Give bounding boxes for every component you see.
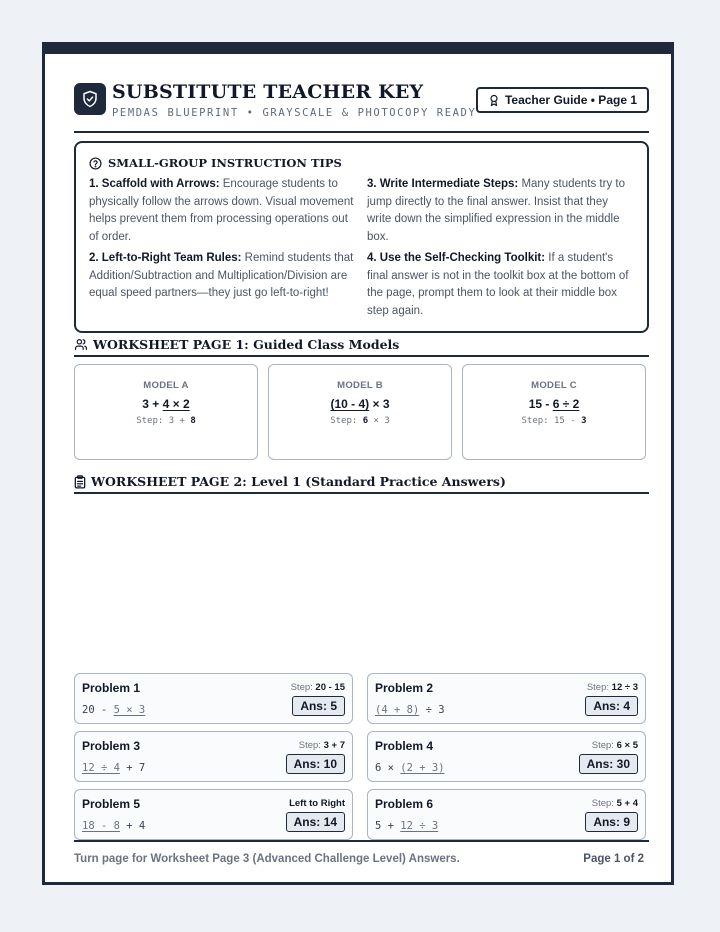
expr-priority-part: (2 + 3) xyxy=(400,762,445,774)
problem-step xyxy=(587,682,638,693)
page-title: SUBSTITUTE TEACHER KEY xyxy=(112,81,424,103)
problem-card xyxy=(367,789,646,840)
expr-part: 5 + xyxy=(375,820,401,832)
model-card xyxy=(268,364,452,460)
model-expression xyxy=(269,397,451,411)
step-part: × 3 xyxy=(368,416,390,426)
tips-heading xyxy=(89,156,342,170)
footer-divider xyxy=(74,840,649,842)
problem-step xyxy=(291,682,345,693)
tip-item xyxy=(89,176,354,246)
answer-box: Ans: 9 xyxy=(585,812,638,832)
model-label: MODEL B xyxy=(337,380,383,391)
tip-item xyxy=(367,250,632,320)
model-label: MODEL A xyxy=(143,380,189,391)
tip-item xyxy=(367,176,632,246)
step-result: 6 xyxy=(362,416,369,426)
tip-body: Remind students that Addition/Subtraction and Multiplication/Division are equal speed partners—they just go left-to-right! xyxy=(89,252,354,300)
users-icon xyxy=(74,338,88,351)
expr-part: ÷ 3 xyxy=(419,704,445,716)
badge-label: Teacher Guide • Page 1 xyxy=(504,93,637,107)
model-expression xyxy=(75,397,257,411)
step-part: Step: 15 - xyxy=(521,416,582,426)
section-heading-guided-models xyxy=(74,337,399,352)
problem-name: Problem 6 xyxy=(375,797,434,811)
problem-expression xyxy=(375,762,445,774)
problem-step xyxy=(592,740,638,751)
step-value: 6 × 5 xyxy=(616,740,638,751)
step-label: Step: xyxy=(591,740,617,751)
expr-priority-part: 6 ÷ 2 xyxy=(552,397,580,411)
page-header xyxy=(74,81,649,131)
model-card xyxy=(74,364,258,460)
instruction-tips-box xyxy=(74,141,649,333)
tip-body: Encourage students to physically follow the arrows down. Visual movement helps prevent them from processing operations out of order. xyxy=(89,178,354,243)
problem-expression xyxy=(82,704,145,716)
problem-name: Problem 1 xyxy=(82,681,141,695)
problem-card xyxy=(74,673,353,724)
footer-note: Turn page for Worksheet Page 3 (Advanced Challenge Level) Answers. xyxy=(74,853,460,865)
expr-part: 6 × xyxy=(375,762,401,774)
step-label: Step: xyxy=(591,798,617,809)
problem-expression xyxy=(82,820,145,832)
page-subtitle: PEMDAS BLUEPRINT • GRAYSCALE & PHOTOCOPY READY xyxy=(112,107,477,119)
problem-card xyxy=(74,789,353,840)
expr-priority-part: 4 × 2 xyxy=(162,397,190,411)
help-circle-icon xyxy=(89,157,102,170)
expr-part: 3 + xyxy=(142,397,163,411)
problem-name: Problem 4 xyxy=(375,739,434,753)
clipboard-icon xyxy=(74,475,86,489)
page-number: Page 1 of 2 xyxy=(583,853,644,865)
step-value: 20 - 15 xyxy=(315,682,345,693)
problem-expression xyxy=(82,762,145,774)
tip-title: 3. Write Intermediate Steps: xyxy=(367,178,519,190)
problem-expression xyxy=(375,820,438,832)
problem-card xyxy=(367,731,646,782)
problem-name: Problem 5 xyxy=(82,797,141,811)
section-divider xyxy=(74,492,649,494)
problem-name: Problem 2 xyxy=(375,681,434,695)
answer-key-page xyxy=(42,42,674,885)
tips-heading-text: SMALL-GROUP INSTRUCTION TIPS xyxy=(108,156,342,170)
expr-priority-part: 12 ÷ 3 xyxy=(400,820,439,832)
model-step xyxy=(75,416,257,426)
answer-box: Ans: 14 xyxy=(286,812,345,832)
problem-card xyxy=(367,673,646,724)
step-value: 12 ÷ 3 xyxy=(611,682,638,693)
step-result: 8 xyxy=(190,416,196,426)
teacher-guide-badge xyxy=(476,87,649,113)
tip-title: 2. Left-to-Right Team Rules: xyxy=(89,252,242,264)
section-title: WORKSHEET PAGE 1: Guided Class Models xyxy=(93,337,400,352)
expr-priority-part: 5 × 3 xyxy=(113,704,146,716)
expr-priority-part: 12 ÷ 4 xyxy=(82,762,120,774)
expr-priority-part: 18 - 8 xyxy=(82,820,120,832)
shield-check-icon xyxy=(74,83,106,115)
problem-expression xyxy=(375,704,445,716)
step-label: Step: xyxy=(298,740,324,751)
answer-box: Ans: 5 xyxy=(292,696,345,716)
section-divider xyxy=(74,355,649,357)
section-title: WORKSHEET PAGE 2: Level 1 (Standard Practice Answers) xyxy=(91,474,506,489)
problem-card xyxy=(74,731,353,782)
problem-step xyxy=(592,798,638,809)
problem-step xyxy=(299,740,345,751)
expr-part: + 7 xyxy=(119,762,146,774)
step-label: Step: xyxy=(586,682,612,693)
step-label: Step: xyxy=(290,682,316,693)
step-value: 3 + 7 xyxy=(323,740,345,751)
step-part: Step: 3 + xyxy=(136,416,191,426)
award-ribbon-icon xyxy=(488,94,500,107)
tip-title: 4. Use the Self-Checking Toolkit: xyxy=(367,252,546,264)
answer-box: Ans: 30 xyxy=(579,754,638,774)
model-label: MODEL C xyxy=(531,380,577,391)
step-part: Step: xyxy=(330,416,363,426)
problem-step xyxy=(289,798,345,809)
tip-body: Many students try to jump directly to the final answer. Insist that they write down the simplified expression in the middle box. xyxy=(367,178,625,243)
section-heading-level1 xyxy=(74,474,506,489)
model-card xyxy=(462,364,646,460)
expr-part: 15 - xyxy=(528,397,553,411)
expr-priority-part: (10 - 4) xyxy=(330,397,370,411)
model-expression xyxy=(463,397,645,411)
answer-box: Ans: 10 xyxy=(286,754,345,774)
tip-body: If a student's final answer is not in the toolkit box at the bottom of the page, prompt them to look at their middle box step again. xyxy=(367,252,629,317)
step-value: Left to Right xyxy=(289,798,345,809)
step-value: 5 + 4 xyxy=(616,798,638,809)
expr-priority-part: (4 + 8) xyxy=(375,704,420,716)
expr-part: 20 - xyxy=(82,704,114,716)
expr-part: × 3 xyxy=(369,397,390,411)
answer-box: Ans: 4 xyxy=(585,696,638,716)
header-divider xyxy=(74,131,649,133)
step-result: 3 xyxy=(581,416,587,426)
tip-title: 1. Scaffold with Arrows: xyxy=(89,178,220,190)
problem-name: Problem 3 xyxy=(82,739,141,753)
model-step xyxy=(269,416,451,426)
tip-item xyxy=(89,250,354,303)
expr-part: + 4 xyxy=(119,820,146,832)
model-step xyxy=(463,416,645,426)
